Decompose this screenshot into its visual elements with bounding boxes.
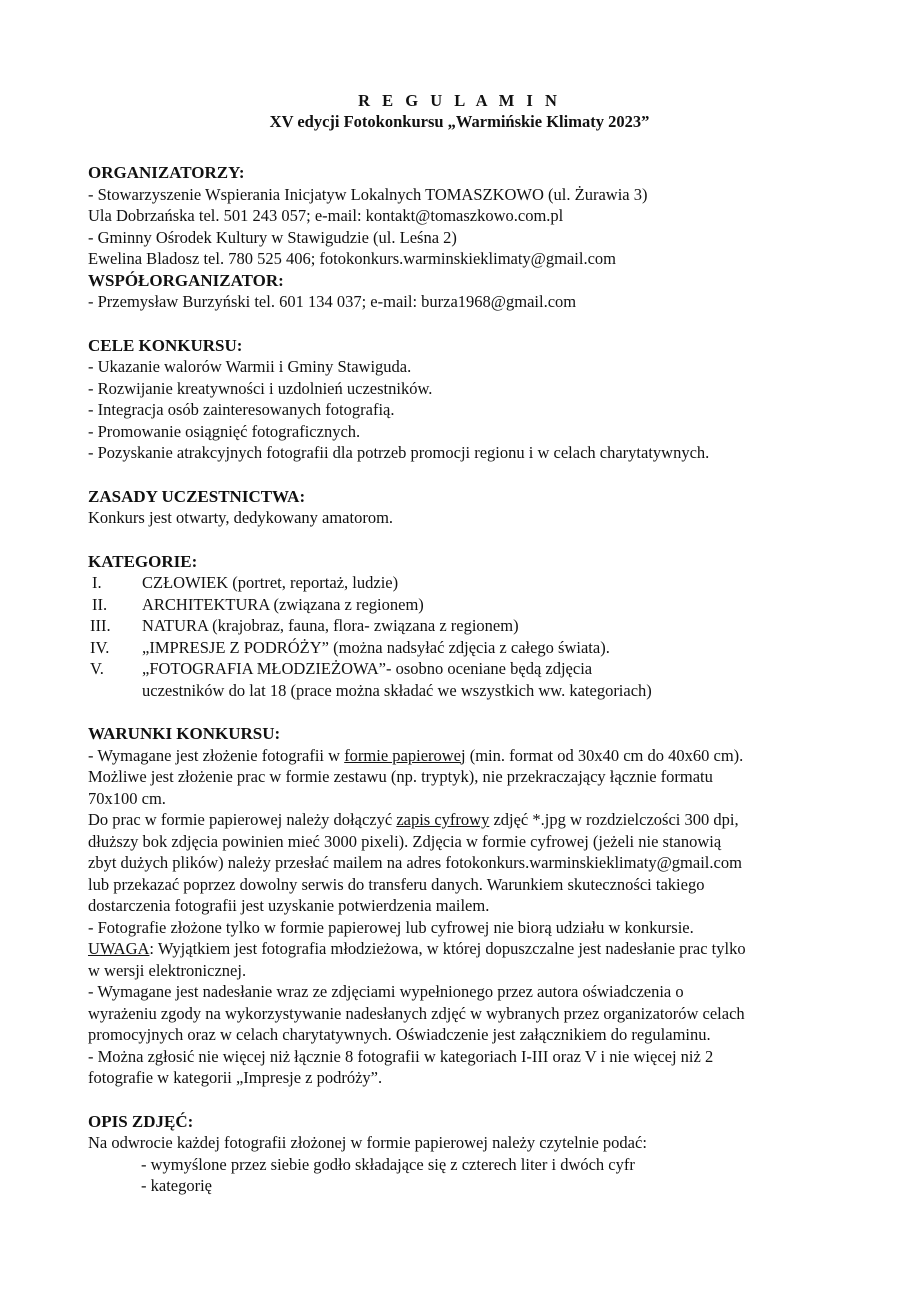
text-span: : Wyjątkiem jest fotografia młodzieżowa, w której dopuszczalne jest nadesłanie prac tylko (149, 939, 746, 958)
section-heading: CELE KONKURSU: (88, 335, 243, 355)
section-participation (88, 486, 831, 529)
text-line: 70x100 cm. (88, 788, 166, 808)
text-line: - Można zgłosić nie więcej niż łącznie 8 fotografii w kategoriach I-III oraz V i nie więcej niż 2 (88, 1046, 714, 1066)
text-line (88, 745, 831, 767)
category-text-wrap (142, 658, 831, 701)
text-line: - Rozwijanie kreatywności i uzdolnień uczestników. (88, 378, 433, 398)
category-text: NATURA (krajobraz, fauna, flora- związana z regionem) (142, 616, 519, 635)
category-number: II. (92, 594, 108, 614)
text-line: promocyjnych oraz w celach charytatywnych. Oświadczenie jest załącznikiem do regulaminu. (88, 1025, 711, 1044)
text-line: - Wymagane jest nadesłanie wraz ze zdjęciami wypełnionego przez autora oświadczenia o (88, 982, 684, 1001)
section-conditions (88, 723, 831, 1089)
text-line: fotografie w kategorii „Impresje z podróży”. (88, 1068, 383, 1087)
section-description (88, 1111, 831, 1197)
text-line: Ewelina Bladosz tel. 780 525 406; fotokonkurs.warminskieklimaty@gmail.com (88, 249, 616, 268)
section-heading: KATEGORIE: (88, 551, 198, 571)
category-item (88, 594, 831, 616)
category-text: CZŁOWIEK (portret, reportaż, ludzie) (142, 573, 399, 592)
section-heading: OPIS ZDJĘĆ: (88, 1111, 194, 1131)
text-line: Konkurs jest otwarty, dedykowany amatorom. (88, 508, 394, 527)
text-line: dłuższy bok zdjęcia powinien mieć 3000 pixeli). Zdjęcia w formie cyfrowej (jeżeli nie stanowią (88, 831, 722, 851)
text-line: zbyt dużych plików) należy przesłać mailem na adres fotokonkurs.warminskieklimaty@gmail.com (88, 853, 742, 872)
section-heading: ZASADY UCZESTNICTWA: (88, 486, 306, 506)
text-line (88, 809, 831, 831)
text-line: dostarczenia fotografii jest uzyskanie potwierdzenia mailem. (88, 896, 490, 915)
text-line: - Fotografie złożone tylko w formie papierowej lub cyfrowej nie biorą udziału w konkursie. (88, 917, 694, 937)
category-number: IV. (90, 637, 110, 657)
text-line: lub przekazać poprzez dowolny serwis do transferu danych. Warunkiem skuteczności takiego (88, 874, 705, 894)
text-line: wyrażeniu zgody na wykorzystywanie nadesłanych zdjęć w wybranych przez organizatorów celach (88, 1003, 745, 1023)
category-text: „FOTOGRAFIA MŁODZIEŻOWA”- osobno oceniane będą zdjęcia (142, 659, 593, 678)
document-title: R E G U L A M I N (358, 91, 561, 110)
section-goals (88, 335, 831, 464)
text-line: Ula Dobrzańska tel. 501 243 057; e-mail: kontakt@tomaszkowo.com.pl (88, 206, 564, 225)
section-heading: ORGANIZATORZY: (88, 163, 245, 182)
section-heading: WARUNKI KONKURSU: (88, 724, 281, 743)
text-line: Możliwe jest złożenie prac w formie zestawu (np. tryptyk), nie przekraczający łącznie formatu (88, 767, 713, 786)
category-number: I. (92, 573, 102, 592)
text-line: w wersji elektronicznej. (88, 960, 247, 980)
category-item (88, 658, 831, 701)
text-line: - Przemysław Burzyński tel. 601 134 037; e-mail: burza1968@gmail.com (88, 292, 577, 311)
text-span: Do prac w formie papierowej należy dołączyć (88, 810, 397, 829)
text-line: - Pozyskanie atrakcyjnych fotografii dla potrzeb promocji regionu i w celach charytatywnych. (88, 443, 710, 462)
text-line: - Stowarzyszenie Wspierania Inicjatyw Lokalnych TOMASZKOWO (ul. Żurawia 3) (88, 184, 648, 204)
section-categories (88, 551, 831, 702)
text-line: - Integracja osób zainteresowanych fotografią. (88, 400, 395, 419)
category-item (88, 615, 831, 637)
category-number: V. (90, 659, 104, 678)
category-text: „IMPRESJE Z PODRÓŻY” (można nadsyłać zdjęcia z całego świata). (142, 637, 610, 657)
category-item (88, 637, 831, 659)
list-item: - wymyślone przez siebie godło składające się z czterech liter i dwóch cyfr (141, 1154, 635, 1174)
text-span: (min. format od 30x40 cm do 40x60 cm). (465, 745, 744, 765)
category-number: III. (90, 616, 111, 635)
category-text-continued: uczestników do lat 18 (prace można składać we wszystkich ww. kategoriach) (142, 680, 652, 700)
category-text: ARCHITEKTURA (związana z regionem) (142, 594, 424, 614)
text-line: - Gminny Ośrodek Kultury w Stawigudzie (ul. Leśna 2) (88, 227, 457, 247)
text-line (88, 938, 831, 960)
underlined-term: UWAGA (88, 939, 150, 958)
text-span: zdjęć *.jpg w rozdzielczości 300 dpi, (489, 810, 739, 829)
list-item: - kategorię (141, 1176, 213, 1195)
section-organizers (88, 162, 831, 313)
text-span: - Wymagane jest złożenie fotografii w (88, 745, 345, 765)
category-item (88, 572, 831, 594)
document-subtitle: XV edycji Fotokonkursu „Warmińskie Klimaty 2023” (269, 112, 650, 131)
underlined-term: formie papierowej (344, 745, 466, 765)
text-line: Na odwrocie każdej fotografii złożonej w formie papierowej należy czytelnie podać: (88, 1133, 647, 1152)
text-line: - Promowanie osiągnięć fotograficznych. (88, 421, 361, 441)
text-line: - Ukazanie walorów Warmii i Gminy Stawiguda. (88, 357, 412, 376)
section-heading: WSPÓŁORGANIZATOR: (88, 270, 284, 290)
underlined-term: zapis cyfrowy (396, 810, 490, 829)
